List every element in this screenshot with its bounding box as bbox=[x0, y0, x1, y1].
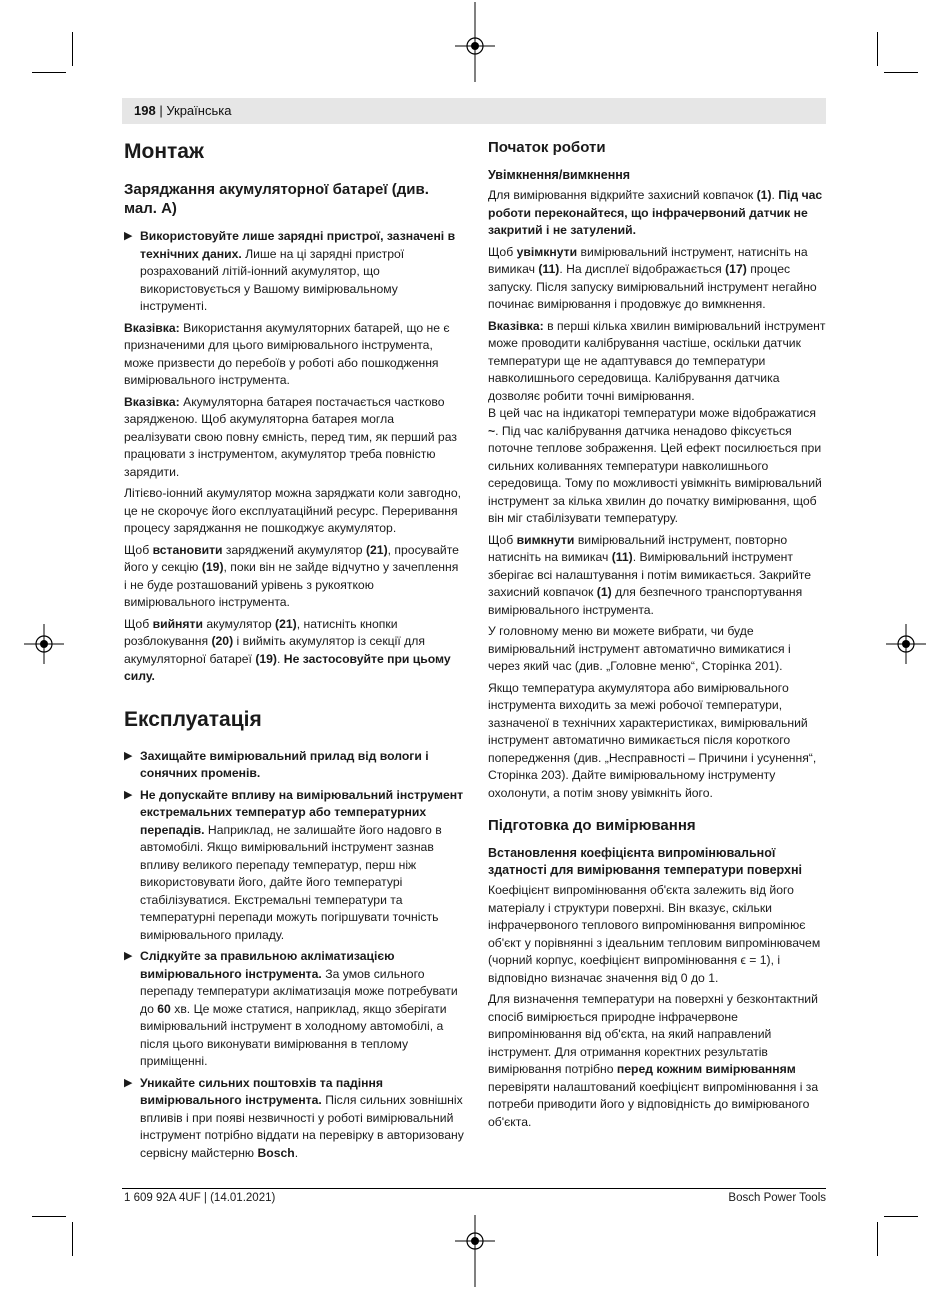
left-column bbox=[124, 134, 464, 1166]
bullet-arrow-icon: ▶ bbox=[124, 749, 133, 762]
crop-mark bbox=[884, 1216, 918, 1217]
section-title-montazh: Монтаж bbox=[124, 140, 204, 163]
registration-mark-icon bbox=[455, 2, 495, 82]
paragraph-switch-off: Щоб вимкнути вимірювальний інструмент, повторно натисніть на вимикач (11). Вимірювальний інструмент зберігає всі налаштування і потім вимикається. Закрийте захисний ковпачок (1) для безпечного транспортування вимірювального інструмента. bbox=[488, 532, 812, 617]
registration-mark-icon bbox=[455, 1215, 495, 1287]
paragraph: Коефіцієнт випромінювання об'єкта залежить від його матеріалу і структури поверхні. Він вказує, скільки інфрачервоного теплового випромінювання випромінює об'єкт у порівнянні з ідеальним тепловим випромінювачем (чорний корпус, коефіцієнт випромінювання ϵ = 1), і відповідно визначає значення від 0 до 1. bbox=[488, 883, 821, 985]
list-item: ▶ Захищайте вимірювальний прилад від вологи і сонячних променів. bbox=[124, 748, 429, 780]
crop-mark bbox=[32, 72, 66, 73]
note-paragraph: Вказівка: Використання акумуляторних батарей, що не є призначеними для цього вимірювального інструмента, може призвести до перебоїв у роботі або пошкодження вимірювального інструмента. bbox=[124, 320, 450, 387]
bullet-arrow-icon: ▶ bbox=[124, 950, 133, 962]
paragraph-insert-battery: Щоб встановити заряджений акумулятор (21), просувайте його у секцію (19), поки він не зайде відчутно у зачеплення і не буде розташований урівень з рукояткою вимірювального інструмента. bbox=[124, 542, 459, 609]
list-item: ▶ Не допускайте впливу на вимірювальний інструмент екстремальних температур або температурних перепадів. Наприклад, не залишайте його надовго в автомобілі. Якщо вимірювальний інструмент зазнав впливу великого перепаду температур, перш ніж використовувати його, дайте його температурі стабілізуватися. Екстремальні температури та температурні перепади можуть погіршувати точність вимірювального приладу. bbox=[124, 787, 464, 942]
crop-mark bbox=[72, 32, 73, 66]
crop-mark bbox=[877, 1222, 878, 1256]
page-header bbox=[134, 103, 231, 118]
page-number: 198 bbox=[134, 103, 156, 118]
footer-rule bbox=[122, 1188, 826, 1189]
bullet-arrow-icon: ▶ bbox=[124, 788, 133, 801]
list-item: ▶ Слідкуйте за правильною акліматизацією вимірювального інструмента. За умов сильного перепаду температури акліматизація може потребувати до 60 хв. Це може статися, наприклад, якщо зберігати вимірювальний інструмент в холодному автомобілі, а після цього виконувати вимірювання в теплому приміщенні. bbox=[124, 949, 458, 1068]
right-column bbox=[488, 134, 826, 1135]
section-title-preparation: Підготовка до вимірювання bbox=[488, 817, 696, 834]
registration-mark-icon bbox=[886, 624, 926, 664]
paragraph-remove-battery: Щоб вийняти акумулятор (21), натисніть кнопки розблокування (20) і вийміть акумулятор із секції для акумуляторної батареї (19). Не застосовуйте при цьому силу. bbox=[124, 616, 451, 683]
footer-doc-id: 1 609 92A 4UF | (14.01.2021) bbox=[124, 1192, 276, 1204]
paragraph: Для вимірювання відкрийте захисний ковпачок (1). Під час роботи переконайтеся, що інфрачервоний датчик не закритий і не затулений. bbox=[488, 188, 823, 237]
paragraph: Літієво-іонний акумулятор можна заряджати коли завгодно, це не скорочує його експлуатаційний ресурс. Переривання процесу заряджання не пошкоджує акумулятор. bbox=[124, 486, 462, 535]
note-paragraph: Вказівка: в перші кілька хвилин вимірювальний інструмент може проводити калібрування частіше, оскільки датчик температури ще не адаптувався до температури навколишнього середовища. Калібрування датчика дозволяє робити точні вимірювання. bbox=[488, 318, 826, 403]
paragraph: У головному меню ви можете вибрати, чи буде вимірювальний інструмент автоматично вимикатися і через який час (див. „Головне меню“, Сторінка 201). bbox=[488, 624, 791, 673]
section-title-operation: Експлуатація bbox=[124, 707, 262, 731]
bullet-arrow-icon: ▶ bbox=[124, 230, 133, 242]
bullet-arrow-icon: ▶ bbox=[124, 1076, 133, 1089]
paragraph-switch-on: Щоб увімкнути вимірювальний інструмент, натисніть на вимикач (11). На дисплеї відображається (17) процес запуску. Після запуску вимірювальний інструмент негайно починає вимірювання і продовжує до вимкнення. bbox=[488, 244, 817, 311]
section-title-start: Початок роботи bbox=[488, 139, 606, 156]
list-item: ▶ Уникайте сильних поштовхів та падіння вимірювального інструмента. Після сильних зовнішніх впливів і при появі незвичності у роботі вимірювальний інструмент потрібно віддати на перевірку в авторизовану сервісну майстерню Bosch. bbox=[124, 1075, 464, 1160]
registration-mark-icon bbox=[24, 624, 64, 664]
crop-mark bbox=[32, 1216, 66, 1217]
subsection-title-emissivity: Встановлення коефіцієнта випромінювальної здатності для вимірювання температури поверхні bbox=[488, 846, 803, 877]
header-separator: | bbox=[159, 103, 163, 118]
note-paragraph: Вказівка: Акумуляторна батарея постачається частково зарядженою. Щоб акумуляторна батарея могла реалізувати свою повну ємність, перед тим, як перший раз працювати з інструментом, акумулятор треба повністю зарядити. bbox=[124, 394, 457, 479]
crop-mark bbox=[877, 32, 878, 66]
crop-mark bbox=[884, 72, 918, 73]
subsection-title-charging: Заряджання акумуляторної батареї (див. мал. A) bbox=[124, 181, 429, 217]
paragraph: Для визначення температури на поверхні у безконтактний спосіб вимірюється природне інфрачервоне випромінювання від об'єкта, на який направлений інструмент. Для отримання коректних результатів вимірювання потрібно перед кожним вимірюванням перевіряти налаштований коефіцієнт випромінювання і за потреби приводити його у відповідність до вимірюваного об'єкта. bbox=[488, 992, 819, 1129]
list-item: ▶ Використовуйте лише зарядні пристрої, зазначені в технічних даних. Лише на ці зарядні пристрої розрахований літій-іонний акумулятор, що використовується у Вашому вимірювальному інструменті. bbox=[124, 229, 456, 313]
header-language: Українська bbox=[166, 103, 232, 118]
paragraph-calibration: В цей час на індикаторі температури може відображатися ~. Під час калібрування датчика ненадово фіксується поточне теплове зображення. Цей ефект посилюється при сильних коливаннях температури навколишнього середовища. Тому по можливості увімкніть вимірювальний інструмент за кілька хвилин до початку вимірювання, щоб він міг стабілізувати температуру. bbox=[488, 406, 822, 525]
paragraph: Якщо температура акумулятора або вимірювального інструмента виходить за межі робочої температури, зазначеної в технічних характеристиках, вимірювальний інструмент автоматично вимикається після короткого попередження (див. „Несправності – Причини і усунення“, Сторінка 203). Дайте вимірювальному інструменту охолонути, а потім знову увімкніть його. bbox=[488, 680, 817, 800]
crop-mark bbox=[72, 1222, 73, 1256]
footer-brand: Bosch Power Tools bbox=[728, 1192, 826, 1204]
subsection-title-onoff: Увімкнення/вимкнення bbox=[488, 168, 631, 182]
